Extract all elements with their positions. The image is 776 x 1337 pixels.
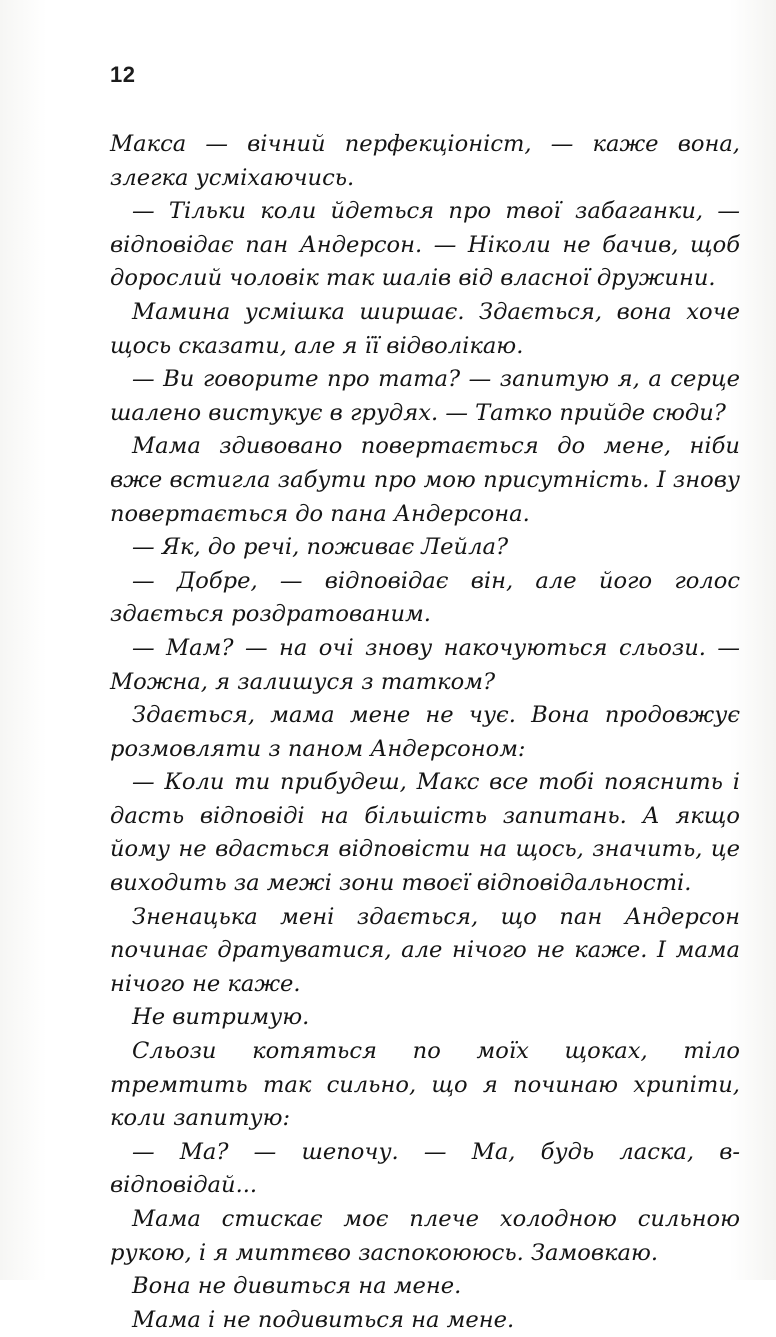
paragraph: Вона не дивиться на мене. — [132, 1273, 462, 1300]
page-text — [110, 128, 740, 1337]
paragraph: — Добре, — відповідає він, але його голос здається роздратованим. — [110, 567, 740, 628]
paragraph: — Ви говорите про тата? — запитую я, а серце шалено вистукує в грудях. — Татко прийде сюди? — [110, 366, 740, 426]
paragraph: — Як, до речі, поживає Лейла? — [132, 534, 509, 561]
paragraph: Мама стискає моє плече холодною сильною рукою, і я миттєво заспокоююсь. Замовкаю. — [110, 1206, 740, 1266]
paragraph: Здається, мама мене не чує. Вона продовжує розмовляти з паном Андерсоном: — [110, 702, 740, 762]
paragraph: Мама і не подивиться на мене. — [132, 1306, 515, 1333]
paragraph: — Мам? — на очі знову накочуються сльози. — Можна, я залишуся з татком? — [110, 634, 740, 695]
paragraph: Мамина усмішка ширшає. Здається, вона хоче щось сказати, але я її відволікаю. — [110, 298, 740, 359]
paragraph: Сльози котяться по моїх щоках, тіло тремтить так сильно, що я починаю хрипіти, коли запитую: — [110, 1038, 740, 1132]
paragraph: Мама здивовано повертається до мене, ніби вже встигла забути про мою присутність. І знову повертається до пана Андерсона. — [110, 433, 740, 527]
paragraph: Зненацька мені здається, що пан Андерсон починає дратуватися, але нічого не каже. І мама нічого не каже. — [110, 903, 740, 997]
paragraph: — Ма? — шепочу. — Ма, будь ласка, в-відповідай... — [110, 1138, 740, 1199]
paragraph: — Коли ти прибудеш, Макс все тобі пояснить і дасть відповіді на більшість запитань. А якщо йому не вдасться відповісти на щось, значить, це виходить за межі зони твоєї відповідальності. — [110, 769, 740, 897]
paragraph: Макса — вічний перфекціоніст, — каже вона, злегка усміхаючись. — [110, 131, 740, 191]
page-number: 12 — [110, 62, 136, 87]
paragraph: Не витримую. — [132, 1004, 310, 1031]
paragraph: — Тільки коли йдеться про твої забаганки, — відповідає пан Андерсон. — Ніколи не бачив, щоб дорослий чоловік так шалів від власної дружини. — [110, 198, 740, 292]
